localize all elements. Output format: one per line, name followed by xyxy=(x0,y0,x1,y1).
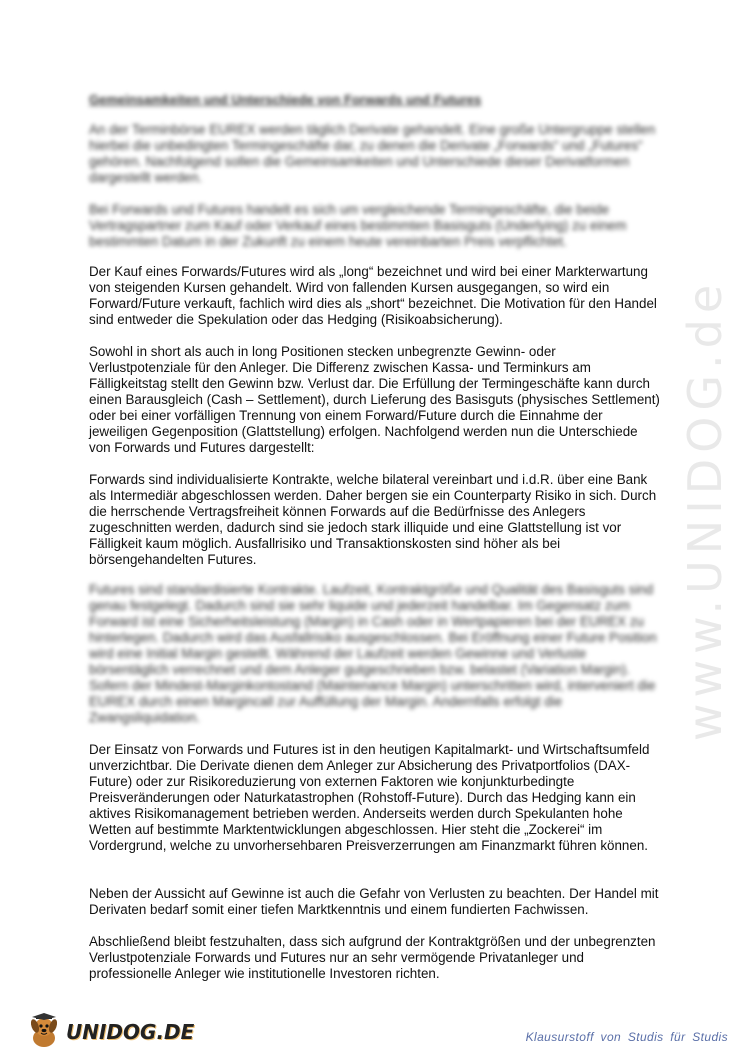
paragraph-forwards: Forwards sind individualisierte Kontrakte, welche bilateral vereinbart und i.d.R. über eine Bank als Intermediär abgeschlossen werden. Daher bergen sie ein Counterparty Risiko in sich. Durch die herrschende Vertragsfreiheit können Forwards auf die Bedürfnisse des Anlegers zugeschnitten werden, dadurch sind sie jedoch stark illiquide und eine Glattstellung ist vor Fälligkeit kaum möglich. Ausfallrisiko und Transaktionskosten sind höher als bei börsengehandelten Futures. xyxy=(89,472,657,567)
logo-text: UNIDOG.DE xyxy=(66,1020,195,1044)
paragraph-definition: Bei Forwards und Futures handelt es sich um vergleichende Termingeschäfte, die beide Vertragspartner zum Kauf oder Verkauf eines bestimmten Basisguts (Underlying) zu einem bestimmten Datum in der Zukunft zu einem heute vereinbarten Preis verpflichtet. xyxy=(89,202,627,249)
footer-tagline: Klausurstoff von Studis für Studis xyxy=(525,1030,728,1044)
paragraph-conclusion: Abschließend bleibt festzuhalten, dass sich aufgrund der Kontraktgrößen und der unbegrenzten Verlustpotenziale Forwards und Futures nur an sehr vermögende Privatanleger und professionelle Anleger wie institutionelle Investoren richten. xyxy=(89,934,656,981)
paragraph-usage: Der Einsatz von Forwards und Futures ist in den heutigen Kapitalmarkt- und Wirtschaftsumfeld unverzichtbar. Die Derivate dienen dem Anleger zur Absicherung des Privatportfolios (DAX-Future) oder zur Risikoreduzierung von externen Faktoren wie konjunkturbedingte Preisveränderungen oder Naturkatastrophen (Rohstoff-Future). Durch das Hedging kann ein aktives Risikomanagement betrieben werden. Anderseits werden durch Spekulanten hohe Wetten auf bestimmte Marktentwicklungen abgeschlossen. Hier steht die „Zockerei“ im Vordergrund, welche zu unvorhersehbaren Preisverzerrungen am Finanzmarkt führen können. xyxy=(89,742,650,853)
document-title: Gemeinsamkeiten und Unterschiede von Forwards und Futures xyxy=(89,92,482,107)
paragraph-futures: Futures sind standardisierte Kontrakte. Laufzeit, Kontraktgröße und Qualität des Basisguts sind genau festgelegt. Dadurch sind sie sehr liquide und jederzeit handelbar. Im Gegensatz zum Forward ist eine Sicherheitsleistung (Margin) in Cash oder in Wertpapieren bei der EUREX zu hinterlegen. Dadurch wird das Ausfallrisiko ausgeschlossen. Bei Eröffnung einer Future Position wird eine Initial Margin gestellt. Während der Laufzeit werden Gewinne und Verluste börsentäglich verrechnet und dem Anleger gutgeschrieben bzw. belastet (Variation Margin). Sofern der Mindest-Marginkontostand (Maintenance Margin) unterschritten wird, interveniert die EUREX durch einen Margincall zur Auffüllung der Margin. Andernfalls erfolgt die Zwangsliquidation. xyxy=(89,582,657,725)
paragraph-long-short: Der Kauf eines Forwards/Futures wird als „long“ bezeichnet und wird bei einer Markterwartung von steigenden Kursen gehandelt. Wird von fallenden Kursen ausgegangen, so wird ein Forward/Future verkauft, fachlich wird dies als „short“ bezeichnet. Die Motivation für den Handel sind entweder die Spekulation oder das Hedging (Risikoabsicherung). xyxy=(89,264,657,327)
watermark-text: www.UNIDOG.de xyxy=(678,278,732,742)
paragraph-positions: Sowohl in short als auch in long Positionen stecken unbegrenzte Gewinn- oder Verlustpotenziale für den Anleger. Die Differenz zwischen Kassa- und Terminkurs am Fälligkeitstag stellt den Gewinn bzw. Verlust dar. Die Erfüllung der Termingeschäfte kann durch einen Barausgleich (Cash – Settlement), durch Lieferung des Basisguts (physisches Settlement) oder bei einer vorfälligen Trennung von einem Forward/Future durch die Einnahme der jeweiligen Gegenposition (Glattstellung) erfolgen. Nachfolgend werden nun die Unterschiede von Forwards und Futures dargestellt: xyxy=(89,344,660,455)
watermark xyxy=(650,280,750,740)
paragraph-risk: Neben der Aussicht auf Gewinne ist auch die Gefahr von Verlusten zu beachten. Der Handel mit Derivaten bedarf somit einer tiefen Marktkenntnis und einem fundierten Fachwissen. xyxy=(89,886,659,917)
unidog-logo[interactable] xyxy=(24,1012,194,1052)
dog-mascot-icon xyxy=(24,1012,64,1052)
paragraph-intro: An der Terminbörse EUREX werden täglich Derivate gehandelt. Eine große Untergruppe stellen hierbei die unbedingten Termingeschäfte dar, zu denen die Derivate „Forwards“ und „Futures“ gehören. Nachfolgend sollen die Gemeinsamkeiten und Unterschiede dieser Derivatformen dargestellt werden. xyxy=(89,122,656,185)
